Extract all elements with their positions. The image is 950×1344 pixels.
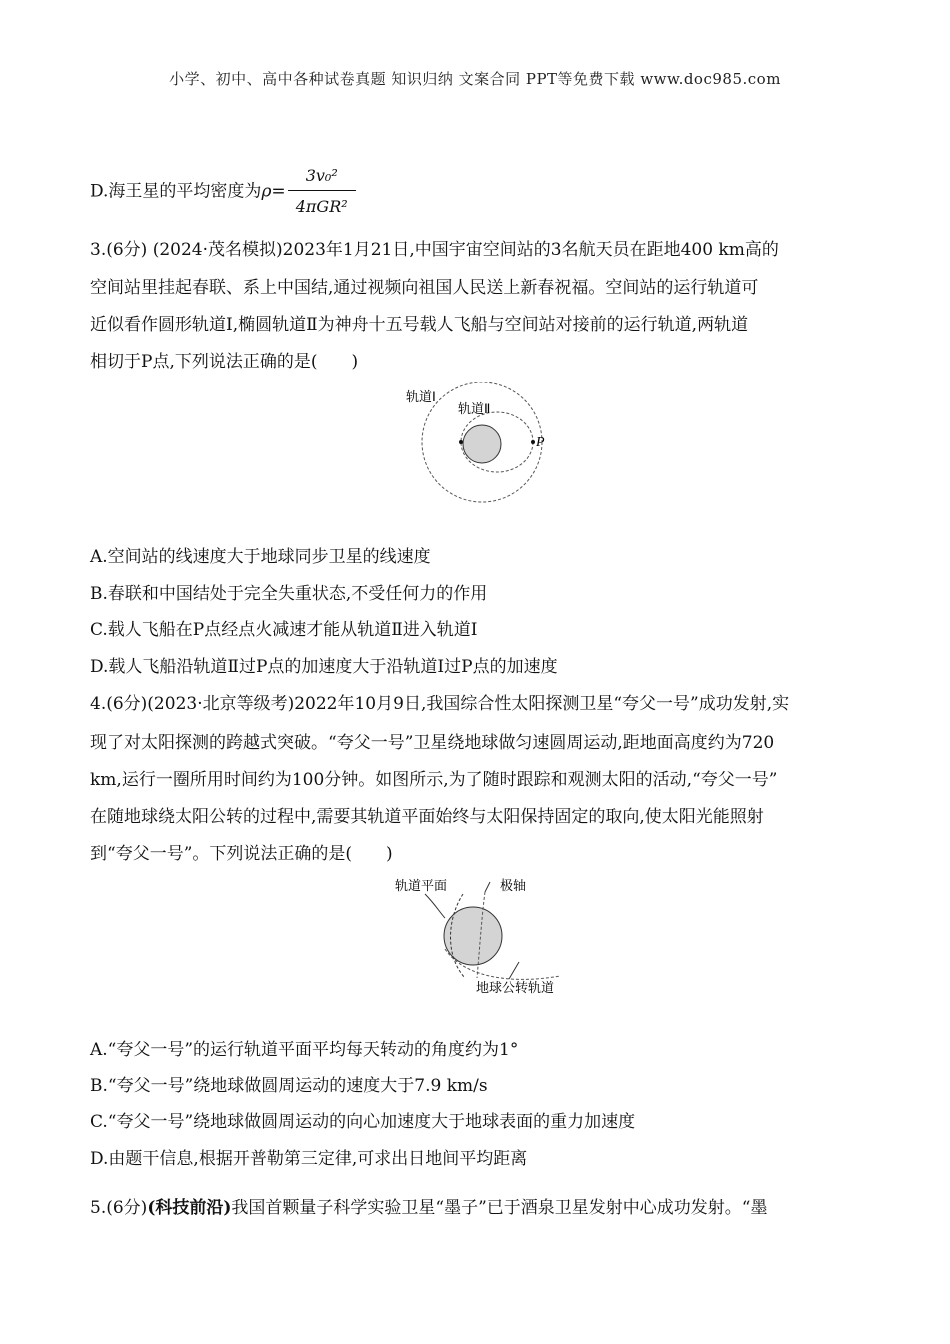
q4-stem-line-1: 4.(6分)(2023·北京等级考)2022年10月9日,我国综合性太阳探测卫星“夸父一号”成功发射,实	[90, 694, 790, 714]
q3-stem-line-4: 相切于P点,下列说法正确的是( )	[90, 352, 359, 372]
point-p-dot	[531, 440, 535, 444]
q2d-rho: ρ=	[261, 181, 286, 202]
density-fraction	[288, 164, 356, 219]
page-header: 小学、初中、高中各种试卷真题 知识归纳 文案合同 PPT等免费下载 www.doc985.com	[169, 70, 781, 88]
label-orbit-1: 轨道Ⅰ	[406, 389, 436, 404]
label-orbit-2: 轨道Ⅱ	[458, 401, 491, 416]
label-polar-axis: 极轴	[500, 878, 527, 893]
q4-stem-line-3: km,运行一圈所用时间约为100分钟。如图所示,为了随时跟踪和观测太阳的活动,“夸父一号”	[90, 770, 778, 790]
orbit-diagram	[400, 382, 560, 504]
q5-stem-line-1	[90, 1196, 870, 1220]
q2d-label: D.海王星的平均密度为	[90, 181, 262, 202]
q3-option-b: B.春联和中国结处于完全失重状态,不受任何力的作用	[90, 584, 488, 604]
q3-option-a: A.空间站的线速度大于地球同步卫星的线速度	[90, 547, 431, 567]
q3-stem-line-2: 空间站里挂起春联、系上中国结,通过视频向祖国人民送上新春祝福。空间站的运行轨道可	[90, 278, 759, 298]
label-orbit-plane: 轨道平面	[395, 878, 448, 893]
q4-option-a: A.“夸父一号”的运行轨道平面平均每天转动的角度约为1°	[90, 1040, 519, 1060]
earth-circle	[463, 425, 501, 463]
earth-sphere	[444, 907, 502, 965]
label-revolution-orbit: 地球公转轨道	[476, 980, 555, 995]
q4-stem-line-5: 到“夸父一号”。下列说法正确的是( )	[90, 844, 393, 864]
q5-tag: (科技前沿)	[147, 1198, 232, 1218]
q3-stem-line-3: 近似看作圆形轨道Ⅰ,椭圆轨道Ⅱ为神舟十五号载人飞船与空间站对接前的运行轨道,两轨道	[90, 315, 749, 335]
q3-option-d: D.载人飞船沿轨道Ⅱ过P点的加速度大于沿轨道Ⅰ过P点的加速度	[90, 657, 558, 677]
q3-option-c: C.载人飞船在P点经点火减速才能从轨道Ⅱ进入轨道Ⅰ	[90, 620, 478, 640]
q5-prefix: 5.(6分)	[90, 1198, 148, 1218]
q5-text: 我国首颗量子科学实验卫星“墨子”已于酒泉卫星发射中心成功发射。“墨	[231, 1198, 768, 1218]
q3-stem-line-1: 3.(6分) (2024·茂名模拟)2023年1月21日,中国宇宙空间站的3名航天员在距地400 km高的	[90, 240, 779, 260]
fraction-numerator: 3v₀²	[288, 164, 356, 191]
earth-orbit-plane-diagram	[385, 874, 575, 998]
leader-revolution-orbit	[509, 962, 519, 979]
near-point-dot	[459, 440, 463, 444]
q2-option-d	[90, 164, 870, 220]
label-p: P	[536, 435, 545, 450]
fraction-denominator: 4πGR²	[295, 197, 348, 216]
q4-stem-line-2: 现了对太阳探测的跨越式突破。“夸父一号”卫星绕地球做匀速圆周运动,距地面高度约为720	[90, 733, 775, 753]
leader-polar-axis	[485, 882, 490, 892]
q4-option-c: C.“夸父一号”绕地球做圆周运动的向心加速度大于地球表面的重力加速度	[90, 1112, 636, 1132]
leader-orbit-plane	[425, 894, 445, 918]
q4-stem-line-4: 在随地球绕太阳公转的过程中,需要其轨道平面始终与太阳保持固定的取向,使太阳光能照射	[90, 807, 764, 827]
q4-option-d: D.由题干信息,根据开普勒第三定律,可求出日地间平均距离	[90, 1149, 528, 1169]
q4-option-b: B.“夸父一号”绕地球做圆周运动的速度大于7.9 km/s	[90, 1076, 488, 1096]
